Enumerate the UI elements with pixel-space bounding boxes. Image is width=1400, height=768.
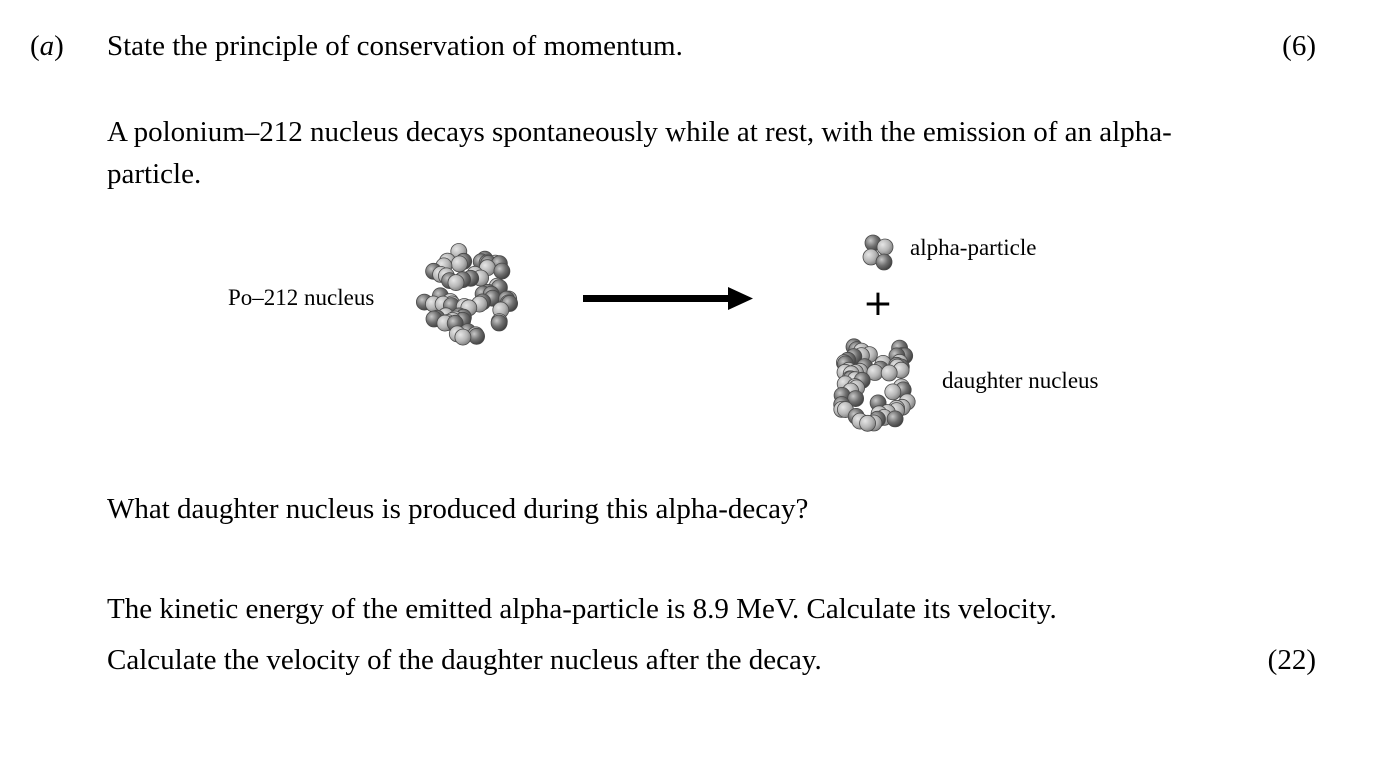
nucleon (493, 302, 509, 318)
nucleon (500, 295, 516, 311)
nucleon (438, 268, 454, 284)
question-line-daughter: What daughter nucleus is produced during this alpha-decay? (107, 493, 809, 525)
nucleon (897, 348, 913, 364)
po212-nucleus-graphic (416, 244, 517, 346)
nucleon (436, 258, 452, 274)
nucleon (472, 296, 488, 312)
nucleon (837, 364, 853, 380)
nucleon (491, 314, 507, 330)
nucleon (444, 296, 460, 312)
nucleon (432, 288, 448, 304)
alpha-particle-label: alpha-particle (910, 235, 1037, 260)
nucleon (451, 244, 467, 260)
daughter-nucleus-label: daughter nucleus (942, 368, 1099, 393)
nucleon (443, 298, 459, 314)
nucleon (875, 355, 891, 371)
nucleon (425, 296, 441, 312)
nucleon (899, 394, 915, 410)
nucleon (467, 266, 483, 282)
nucleon (848, 391, 864, 407)
nucleon (461, 300, 477, 316)
question-line-momentum: State the principle of conservation of momentum. (107, 30, 683, 62)
marks-second: (22) (1267, 644, 1316, 676)
nucleon (893, 362, 909, 378)
nucleon (499, 291, 515, 307)
nucleon (846, 339, 862, 355)
nucleon (480, 284, 496, 300)
question-paragraph-polonium: A polonium–212 nucleus decays spontaneously while at rest, with the emission of an alpha-particle. (107, 116, 1172, 190)
nucleon (889, 403, 905, 419)
plus-symbol: + (862, 283, 894, 324)
nucleon (843, 371, 859, 387)
nucleon (473, 270, 489, 286)
nucleon (416, 294, 432, 310)
daughter-nucleus-graphic (834, 339, 916, 432)
nucleon (889, 348, 905, 364)
nucleon (885, 384, 901, 400)
nucleon (879, 405, 895, 421)
nucleon (848, 408, 864, 424)
nucleon (456, 299, 472, 315)
nucleon (843, 366, 859, 382)
nucleon (854, 343, 870, 359)
nucleon (501, 291, 517, 307)
nucleon (475, 286, 491, 302)
arrow-shaft (583, 295, 731, 302)
nucleon (854, 372, 870, 388)
nucleon (479, 260, 495, 276)
nucleon (871, 406, 887, 422)
reaction-arrow (583, 287, 753, 310)
nucleon (857, 359, 873, 375)
nucleon (867, 365, 883, 381)
nucleon (426, 311, 442, 327)
alpha-nucleon (863, 249, 879, 265)
nucleon (853, 348, 869, 364)
nucleon (836, 355, 852, 371)
nucleon (841, 362, 857, 378)
nucleon (852, 413, 868, 429)
nucleon (477, 251, 493, 267)
part-open-paren: ( (30, 30, 40, 62)
nucleon (502, 296, 518, 312)
nucleon (887, 411, 903, 427)
question-part-label (30, 26, 64, 67)
nucleon (447, 315, 463, 331)
marks-first: (6) (1282, 30, 1316, 62)
nucleon (870, 395, 886, 411)
nucleon (481, 255, 497, 271)
nucleon (860, 415, 876, 431)
nucleon (837, 376, 853, 392)
nucleon (834, 387, 850, 403)
nucleon (840, 352, 856, 368)
arrow-head (728, 287, 753, 310)
nucleon (438, 308, 454, 324)
nucleon (456, 253, 472, 269)
nucleon (881, 365, 897, 381)
nucleon (842, 371, 858, 387)
nucleon (455, 309, 471, 325)
nucleon (894, 348, 910, 364)
nucleon (435, 296, 451, 312)
nucleon (442, 273, 458, 289)
nucleon (437, 315, 453, 331)
nucleon (893, 359, 909, 375)
nucleon (468, 327, 484, 343)
nucleon (485, 290, 501, 306)
nucleon (479, 255, 495, 271)
nucleon (455, 312, 471, 328)
nucleon (440, 315, 456, 331)
nucleon (451, 308, 467, 324)
nucleon (834, 397, 850, 413)
nucleon (849, 342, 865, 358)
nucleon (448, 275, 464, 291)
nucleon (892, 354, 908, 370)
nucleon (491, 256, 507, 272)
nucleon (847, 365, 863, 381)
nucleon (852, 363, 868, 379)
alpha-particle-graphic (863, 235, 893, 270)
nucleon (876, 409, 892, 425)
nucleon (873, 361, 889, 377)
nucleon (861, 347, 877, 363)
nucleon (491, 280, 507, 296)
nucleon (426, 263, 442, 279)
nucleon (847, 379, 863, 395)
nucleon (489, 278, 505, 294)
alpha-nucleon (876, 254, 892, 270)
nucleon (483, 286, 499, 302)
nucleon (455, 329, 471, 345)
nucleon (487, 255, 503, 271)
nucleon (834, 401, 850, 417)
question-line-velocity: Calculate the velocity of the daughter nucleus after the decay. (107, 644, 822, 676)
nucleon (892, 340, 908, 356)
nucleon (895, 382, 911, 398)
alpha-nucleon (865, 235, 881, 251)
nucleon (449, 326, 465, 342)
question-line-kinetic-energy: The kinetic energy of the emitted alpha-particle is 8.9 MeV. Calculate its velocity. (107, 593, 1057, 625)
nucleon (447, 311, 463, 327)
part-close-paren: ) (54, 30, 64, 62)
nucleon (894, 399, 910, 415)
nucleon (893, 379, 909, 395)
nucleon (849, 380, 865, 396)
nucleon (442, 294, 458, 310)
nucleon (889, 400, 905, 416)
nucleon (889, 357, 905, 373)
nucleon (870, 411, 886, 427)
nucleon (433, 266, 449, 282)
alpha-nucleon (877, 239, 893, 255)
part-letter: a (39, 30, 55, 62)
nucleon (445, 313, 461, 329)
nucleon (494, 263, 510, 279)
nucleon (846, 349, 862, 365)
nucleon (463, 270, 479, 286)
nucleon (460, 324, 476, 340)
nucleon (455, 272, 471, 288)
nucleon (469, 328, 485, 344)
nucleon (440, 253, 456, 269)
nucleon (837, 402, 853, 418)
nucleon (429, 310, 445, 326)
nucleon (837, 356, 853, 372)
nucleon (473, 254, 489, 270)
nucleon (866, 415, 882, 431)
nucleon (889, 359, 905, 375)
nucleon (843, 383, 859, 399)
nucleon (451, 256, 467, 272)
nucleon (475, 294, 491, 310)
nucleon (491, 315, 507, 331)
nucleon (847, 372, 863, 388)
po212-nucleus-label: Po–212 nucleus (228, 285, 375, 310)
